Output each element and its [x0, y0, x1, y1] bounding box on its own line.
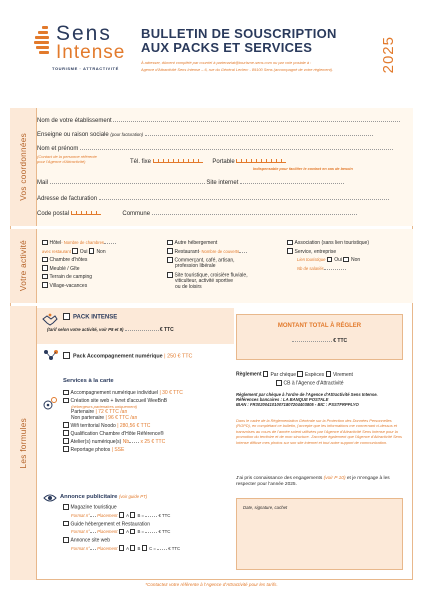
montant-total-field[interactable]: [292, 341, 332, 342]
nom-etablissement-field[interactable]: [113, 121, 400, 122]
option-site-touristique[interactable]: Site touristique, croisière fluviale, viticulteur, activité sportive ou de loisirs: [167, 272, 282, 291]
web-format-row: Format n° Placement A B C = € TTC: [71, 545, 181, 551]
bank-info: Règlement par chèque à l'ordre de l'Agence d'Attractivité Sens Intense. Références bancaires : LA BANQUE POSTALE IBAN : FR3020041010071807204403805 - BIC : PSSTFRPPLYO: [236, 392, 378, 408]
activite-col-3: [287, 239, 407, 273]
pack-intense-price-field[interactable]: [125, 330, 159, 331]
eye-icon: [43, 493, 57, 503]
title-line-1: BULLETIN DE SOUSCRIPTION: [141, 26, 337, 41]
footer-note: *Contactez votre référente à l'Agence d'Attractivité pour les tarifs.: [145, 582, 278, 587]
option-avec-restaurant: avec restaurant Oui Non: [42, 248, 106, 255]
option-hotel[interactable]: Hôtel- Nombre de chambres: [42, 239, 162, 248]
reglement-row: Règlement Par chèque Espèces Virement: [236, 371, 353, 378]
annonce-list: [63, 504, 238, 552]
option-terrain-camping[interactable]: Terrain de camping: [42, 273, 162, 282]
pack-intense-option[interactable]: PACK INTENSE: [63, 313, 117, 321]
pack-intense-price-row: (tarif selon votre activité, voir P8 et 9) € TTC: [47, 327, 174, 333]
services-icon: [42, 396, 58, 412]
option-qualification[interactable]: Qualification Chambre d'Hôte Référence®: [63, 430, 235, 438]
option-lien-touristique: Lien touristique Oui Non: [297, 257, 361, 263]
handshake-icon: [42, 313, 58, 327]
address-line-2: Agence d'Attractivité Sens Intense – 6, rue du Général Leclerc - 89100 Sens (accompagné de votre règlement).: [141, 67, 334, 72]
option-commercant[interactable]: Commerçant, café, artisan, profession libérale: [167, 257, 282, 270]
option-meuble-gite[interactable]: Meublé / Gîte: [42, 265, 162, 274]
address-line-1: À adresser, dûment complété par courriel à partenariat@tourisme-sens.com ou par voie postale à :: [141, 60, 312, 65]
magazine-format-row: Format n° Placement A B = € TTC: [71, 512, 171, 518]
row-tel: Tél. fixe Portable: [130, 159, 286, 165]
nom-prenom-field[interactable]: [80, 149, 393, 150]
services-list: Accompagnement numérique individuel | 30 € TTC Création site web + livret d'accueil WeeBnB (hébergeurs partenaires uniquement) Partenaire | 72 € TTC /an Non partenaire | 96 € TTC /an Wifi territorial Noodo | 280,56 € TTC Qualification Chambre d'Hôte Référence® Atelier(s) numérique(s) Nb x 25 € TTC Reportage photos | SSE: [63, 389, 235, 454]
option-partenaire: Partenaire | 72 € TTC /an: [71, 409, 128, 415]
option-virement[interactable]: Virement: [326, 372, 353, 378]
logo-word-sens: Sens: [56, 22, 112, 45]
signature-label: Date, signature, cachet: [243, 505, 288, 510]
section-coordonnees-label: Vos coordonnées: [10, 108, 37, 226]
activite-col-1: [42, 239, 162, 290]
mail-field[interactable]: [50, 183, 205, 184]
option-guide[interactable]: Guide hébergement et Restauration: [63, 521, 238, 529]
option-nb-salaries: Nb de salariés: [287, 265, 407, 274]
row-adresse: Adresse de facturation: [37, 196, 389, 202]
logo-leaf-icon: [34, 26, 56, 56]
title-line-2: AUX PACKS ET SERVICES: [141, 40, 313, 55]
option-service-entreprise[interactable]: Service, entreprise: [287, 248, 407, 257]
option-accompagnement-numerique[interactable]: Accompagnement numérique individuel | 30 € TTC: [63, 389, 235, 397]
annonce-title: Annonce publicitaire (voir guide PT): [60, 494, 148, 500]
portable-field[interactable]: [236, 159, 286, 163]
engagement-text: J'ai pris connaissance des engagements (voir P 10) et je m'engage à les respecter pour l'année 2025.: [236, 476, 390, 487]
section-coordonnees: [37, 108, 413, 226]
option-wifi[interactable]: Wifi territorial Noodo | 280,56 € TTC: [63, 422, 235, 430]
rgpd-text: Dans le cadre de la Réglementation Générale sur la Protection des Données Personnelles (RGPD), en complétant ce bulletin, j'accepte que les informations me concernant ci-dessus et transmises au cours de l'année soient utilisées par l'Agence d'Attractivité Sens Intense pour la promotion du territoire et de mon structure. J'accepte également que l'Agence d'Attractivité Sens Intense diffuse mes photos sur son site internet et tout autre support de communication.: [236, 418, 402, 445]
option-magazine[interactable]: Magazine touristique: [63, 504, 238, 512]
row-code-postal: Code postal Commune: [37, 211, 357, 217]
row-enseigne: Enseigne ou raison sociale (pour facturation): [37, 132, 373, 138]
option-annonce-web[interactable]: Annonce site web: [63, 537, 238, 545]
enseigne-field[interactable]: [145, 135, 373, 136]
option-restaurant[interactable]: Restaurant- Nombre de couverts: [167, 248, 282, 257]
option-association[interactable]: Association (sans lien touristique): [287, 239, 407, 248]
option-par-cheque[interactable]: Par chèque: [263, 372, 296, 378]
row-nom-prenom: Nom et prénom: [37, 146, 393, 152]
network-icon: [43, 349, 59, 361]
contact-note: (Contact de la personne référente pour l'Agence d'Attractivité): [37, 154, 97, 164]
code-postal-field[interactable]: [71, 211, 101, 215]
option-chambre-hotes[interactable]: Chambre d'hôtes: [42, 256, 162, 265]
option-especes[interactable]: Espèces: [297, 372, 324, 378]
option-creation-site[interactable]: Création site web + livret d'accueil WeeBnB: [63, 397, 235, 405]
montant-total-title: MONTANT TOTAL À RÉGLER: [277, 323, 362, 329]
signature-box[interactable]: [236, 498, 403, 570]
services-title: Services à la carte: [63, 378, 114, 384]
logo-word-intense: Intense: [56, 42, 126, 63]
montant-total-box: [236, 314, 403, 360]
section-activite-label: Votre activité: [10, 229, 37, 303]
site-internet-field[interactable]: [240, 183, 344, 184]
tel-fixe-field[interactable]: [153, 159, 203, 163]
pack-numerique-option[interactable]: Pack Accompagnement numérique | 250 € TTC: [63, 352, 192, 360]
option-non-partenaire: Non partenaire | 96 € TTC /an: [71, 415, 138, 421]
section-formules-label: Les formules: [10, 306, 37, 580]
adresse-field[interactable]: [99, 199, 389, 200]
montant-total-row: € TTC: [237, 338, 402, 344]
guide-format-row: Format n° Placement A B = € TTC: [71, 529, 171, 534]
portable-note: Indispensable pour faciliter le contact en cas de besoin: [253, 167, 353, 171]
option-reportage[interactable]: Reportage photos | SSE: [63, 446, 235, 454]
year-label: 2025: [380, 36, 397, 74]
option-autre-hebergement[interactable]: Autre hébergement: [167, 239, 282, 248]
logo-tagline: TOURISME · ATTRACTIVITÉ: [52, 66, 119, 71]
option-village-vacances[interactable]: Village-vacances: [42, 282, 162, 291]
row-nom-etablissement: Nom de votre établissement: [37, 118, 400, 124]
logo: [34, 22, 134, 82]
commune-field[interactable]: [152, 214, 357, 215]
activite-col-2: [167, 239, 282, 291]
page-title: [141, 27, 371, 55]
row-mail: Mail Site internet: [37, 180, 344, 186]
option-ateliers[interactable]: Atelier(s) numérique(s) Nb x 25 € TTC: [63, 438, 235, 446]
option-cb[interactable]: CB à l'Agence d'Attractivité: [276, 380, 344, 387]
